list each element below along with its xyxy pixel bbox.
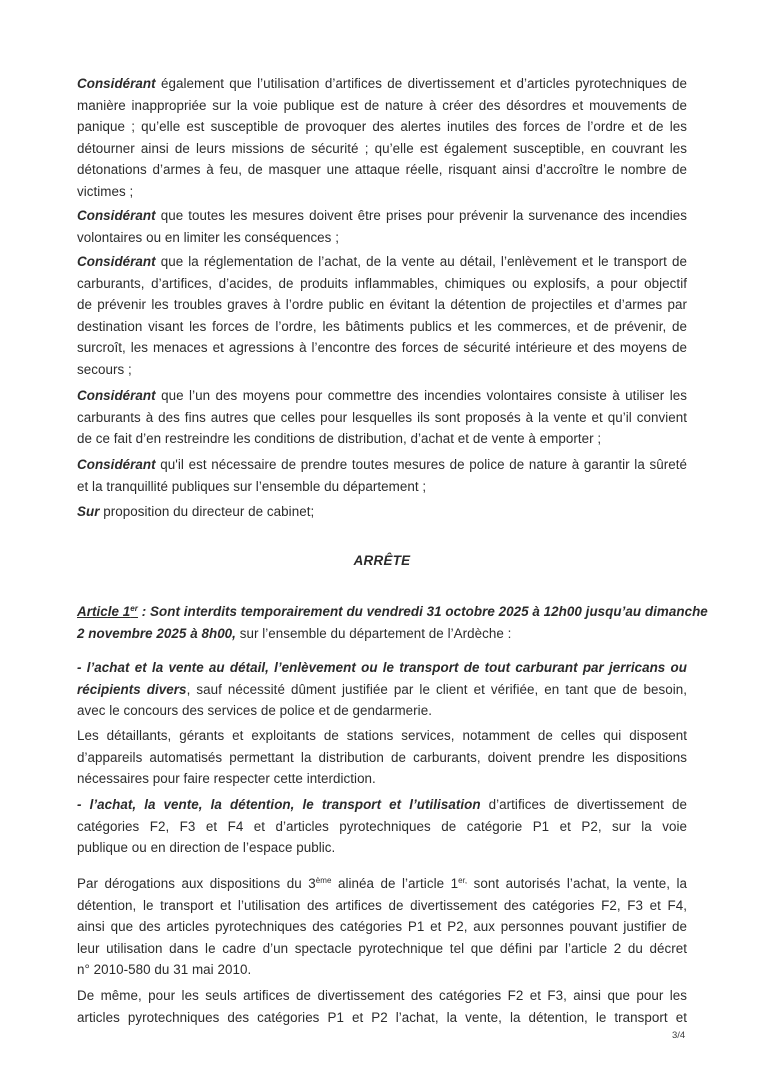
text-line: catégories F2, F3 et F4 et d’articles pyrotechniques de catégorie P1 et P2, sur la voie — [77, 818, 687, 834]
text-line: de ce fait d’en restreindre les conditions de distribution, d’achat et de vente à emporter ; — [77, 431, 602, 447]
de-meme-paragraph — [77, 985, 687, 1028]
text-line: manière inappropriée sur la voie publique est de nature à créer des désordres et mouvements de — [77, 97, 687, 113]
text-line: victimes ; — [77, 183, 134, 199]
text-segment: alinéa de l’article 1 — [331, 876, 459, 891]
sur-proposition-paragraph — [77, 501, 687, 523]
text-line: n° 2010-580 du 31 mai 2010. — [77, 962, 252, 978]
text-line: également que l’utilisation d’artifices de divertissement et d’articles pyrotechniques de — [155, 76, 687, 91]
text-line: que la réglementation de l’achat, de la vente au détail, l’enlèvement et le transport de — [155, 254, 687, 269]
text-line: détourner ainsi de leurs missions de sécurité ; qu’elle est également susceptible, en couvrant les — [77, 140, 687, 156]
text-segment: sont autorisés l’achat, la vente, la — [467, 876, 688, 891]
lead-word: Considérant — [77, 388, 156, 403]
article-date-end: 2 novembre 2025 à 8h00, — [77, 625, 236, 641]
text-line: détonations d’armes à feu, de masquer une attaque réelle, risquant ainsi d’accroître le nombre de — [77, 162, 687, 178]
bullet-text-bold: - l’achat et la vente au détail, l’enlèvement ou le transport de tout carburant par jerricans ou — [77, 660, 687, 675]
text-line: carburants, d’artifices, d’acides, de produits inflammables, chimiques ou explosifs, a pour objectif — [77, 275, 687, 291]
considerant-paragraph-4 — [77, 385, 687, 450]
text-line: et la tranquillité publiques sur l’ensemble du département ; — [77, 478, 427, 494]
text-segment: Par dérogations aux dispositions du 3 — [77, 876, 316, 891]
text-line: destination visant les forces de l’ordre, les bâtiments publics et les commerces, et de prévenir, de — [77, 318, 687, 334]
text-line: panique ; qu’elle est susceptible de provoquer des alertes inutiles des forces de l’ordre et de les — [77, 119, 687, 135]
article-1-paragraph — [77, 601, 708, 644]
arrete-heading: ARRÊTE — [353, 553, 411, 568]
text-line: De même, pour les seuls artifices de divertissement des catégories F2 et F3, ainsi que pour les — [77, 988, 687, 1003]
retailers-paragraph — [77, 725, 687, 790]
text-line: d’appareils automatisés permettant la distribution de carburants, doivent prendre les dispositions — [77, 749, 687, 765]
article-intro: : Sont interdits temporairement du vendredi 31 octobre 2025 à 12h00 jusqu’au dimanche — [137, 604, 708, 619]
lead-word: Considérant — [77, 254, 156, 269]
lead-word: Sur — [77, 504, 100, 519]
text-line: carburants à des fins autres que celles pour lesquelles ils sont proposés à la vente et qu’il convient — [77, 409, 687, 425]
considerant-paragraph-2 — [77, 205, 687, 248]
text-line: sur l’ensemble du département de l’Ardèche : — [235, 625, 512, 641]
considerant-paragraph-5 — [77, 454, 687, 497]
text-line: , sauf nécessité dûment justifiée par le client et vérifiée, en tant que de besoin, — [186, 681, 687, 697]
text-line: que toutes les mesures doivent être prises pour prévenir la survenance des incendies — [155, 208, 687, 223]
text-line: détention, le transport et l’utilisation des artifices de divertissement des catégories F2, F3 et F4, — [77, 897, 687, 913]
text-line: leur utilisation dans le cadre d’un spectacle pyrotechnique tel que défini par l’article 2 du décret — [77, 940, 687, 956]
text-line: de prévenir les troubles graves à l’ordre public en évitant la détention de projectiles et d’armes par — [77, 297, 687, 313]
lead-word: Considérant — [77, 457, 156, 472]
text-line: secours ; — [77, 361, 132, 377]
text-line: qu'il est nécessaire de prendre toutes mesures de police de nature à garantir la sûreté — [155, 457, 687, 472]
considerant-paragraph-1 — [77, 73, 687, 203]
article-label: Article 1er — [77, 604, 138, 619]
text-line: volontaires ou en limiter les conséquences ; — [77, 229, 339, 245]
text-line: publique ou en direction de l’espace public. — [77, 840, 336, 856]
superscript: ème — [315, 876, 332, 885]
text-line: surcroît, les menaces et agressions à l’encontre des forces de sécurité intérieure et des moyens de — [77, 340, 687, 356]
bullet-text-bold: - l’achat, la vente, la détention, le transport et l’utilisation — [77, 797, 481, 812]
superscript: er, — [458, 876, 468, 885]
text-line: nécessaires pour faire respecter cette interdiction. — [77, 771, 376, 787]
lead-word: Considérant — [77, 76, 156, 91]
text-line: d’artifices de divertissement de — [480, 797, 687, 812]
text-line: avec le concours des services de police et de gendarmerie. — [77, 703, 432, 719]
bullet-text-bold: récipients divers — [77, 681, 187, 697]
derogations-paragraph — [77, 873, 687, 981]
lead-word: Considérant — [77, 208, 156, 223]
text-line: articles pyrotechniques des catégories P1 et P2 l’achat, la vente, la détention, le transport et — [77, 1009, 687, 1025]
text-line: Les détaillants, gérants et exploitants de stations services, notamment de celles qui disposent — [77, 728, 687, 743]
text-line: que l’un des moyens pour commettre des incendies volontaires consiste à utiliser les — [155, 388, 687, 403]
considerant-paragraph-3 — [77, 251, 687, 381]
prohibition-bullet-fuel — [77, 657, 687, 722]
page-number: 3/4 — [672, 1030, 686, 1041]
text-line: proposition du directeur de cabinet; — [99, 504, 315, 519]
text-line: ainsi que des articles pyrotechniques des catégories P1 et P2, aux personnes pouvant justifier de — [77, 919, 687, 935]
prohibition-bullet-fireworks — [77, 794, 687, 859]
